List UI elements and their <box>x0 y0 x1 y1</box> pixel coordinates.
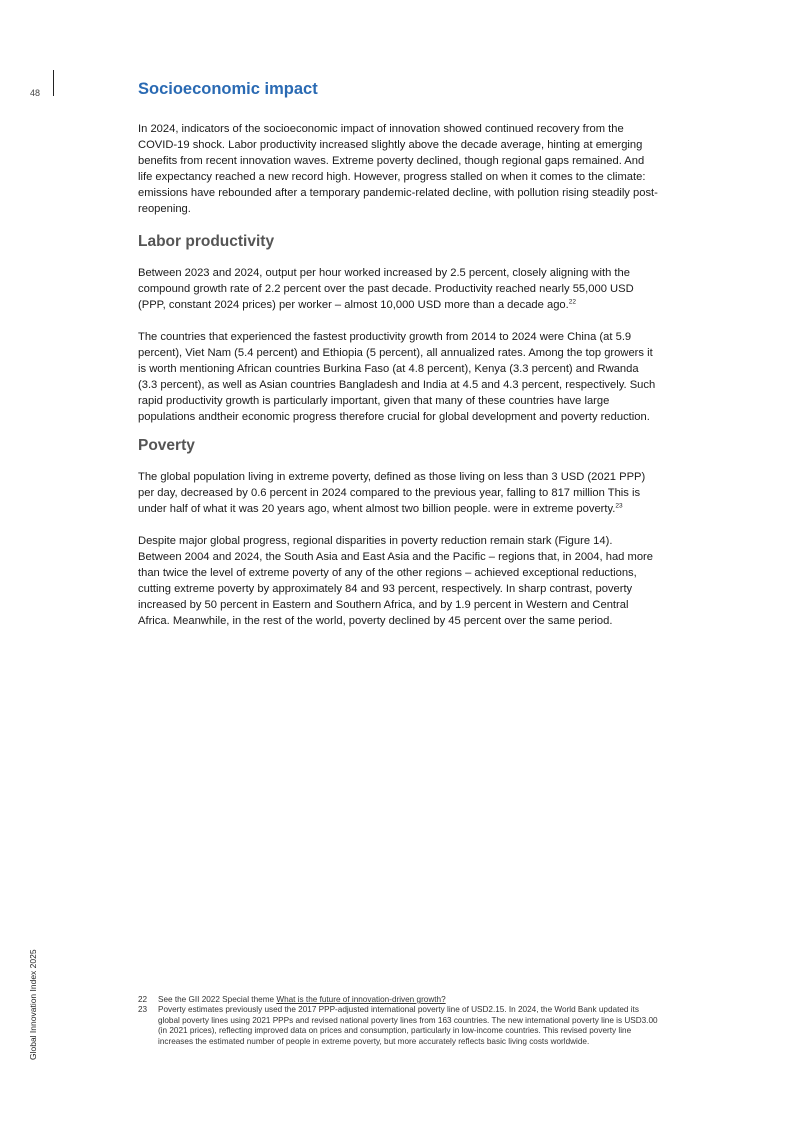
page-number-divider <box>53 70 54 96</box>
section-title: Socioeconomic impact <box>138 80 318 98</box>
page-number: 48 <box>30 88 41 98</box>
intro-paragraph: In 2024, indicators of the socioeconomic impact of innovation showed continued recovery from the COVID-19 shock. Labor productivity increased slightly above the decade average, hinting at emerging benefits from recent innovation waves. Extreme poverty declined, though regional gaps remained. And life expectancy reached a new record high. However, progress stalled on when it comes to the climate: emissions have rebounded after a temporary pandemic-related decline, with pollution rising steadily post-reopening. <box>138 123 658 215</box>
labor-paragraph-1-text: Between 2023 and 2024, output per hour worked increased by 2.5 percent, closely aligning with the compound growth rate of 2.2 percent over the past decade. Productivity reached nearly 55,000 USD (PPP, constant 2024 prices) per worker – almost 10,000 USD more than a decade ago. <box>138 267 634 311</box>
footnotes <box>138 995 658 1047</box>
footnote-ref-22[interactable]: 22 <box>568 298 576 306</box>
labor-paragraph-1 <box>138 265 658 313</box>
poverty-heading: Poverty <box>138 437 195 454</box>
footnote-ref-23[interactable]: 23 <box>615 502 623 510</box>
footnote-number: 23 <box>138 1005 148 1015</box>
footnote-22 <box>138 995 658 1005</box>
labor-productivity-heading: Labor productivity <box>138 233 275 250</box>
poverty-paragraph-2: Despite major global progress, regional disparities in poverty reduction remain stark (Figure 14). Between 2004 and 2024, the South Asia and East Asia and the Pacific – regions that, in 2004, had more than twice the level of extreme poverty of any of the other regions – achieved exceptional reductions, cutting extreme poverty by approximately 84 and 93 percent, respectively. In sharp contrast, poverty increased by 50 percent in Eastern and Southern Africa, and by 1.9 percent in Western and Central Africa. Meanwhile, in the rest of the world, poverty declined by 45 percent over the same period. <box>138 535 653 627</box>
footnote-23 <box>138 1005 658 1047</box>
publication-title: Global Innovation Index 2025 <box>28 949 38 1060</box>
footnote-number: 22 <box>138 995 148 1004</box>
footnote-link[interactable]: What is the future of innovation-driven growth? <box>276 995 446 1004</box>
footnote-prefix: See the GII 2022 Special theme <box>158 995 277 1004</box>
footnote-text: Poverty estimates previously used the 2017 PPP-adjusted international poverty line of USD2.15. In 2024, the World Bank updated its global poverty lines using 2021 PPPs and revised national poverty lines from 163 countries. The new international poverty line is USD3.00 (in 2021 prices), reflecting improved data on prices and consumption, particularly in low-income countries. This revised poverty line increases the estimated number of people in extreme poverty, but more accurately reflects basic living costs worldwide. <box>158 1005 658 1046</box>
footnote-text <box>158 995 658 1005</box>
labor-paragraph-2: The countries that experienced the fastest productivity growth from 2014 to 2024 were China (at 5.9 percent), Viet Nam (5.4 percent) and Ethiopia (5 percent), all annualized rates. Among the top growers it is worth mentioning African countries Burkina Faso (at 4.8 percent), Kenya (3.3 percent) and Rwanda (3.3 percent), as well as Asian countries Bangladesh and India at 4.5 and 4.3 percent, respectively. Such rapid productivity growth is particularly important, given that many of these countries have large populations andtheir economic progress therefore crucial for global development and poverty reduction. <box>138 331 656 423</box>
poverty-paragraph-1-text: The global population living in extreme poverty, defined as those living on less than 3 USD (2021 PPP) per day, decreased by 0.6 percent in 2024 compared to the previous year, falling to 817 million This is under half of what it was 20 years ago, whent almost two billion people. were in extreme poverty. <box>138 471 646 515</box>
poverty-paragraph-1 <box>138 469 658 517</box>
main-content <box>138 80 658 645</box>
